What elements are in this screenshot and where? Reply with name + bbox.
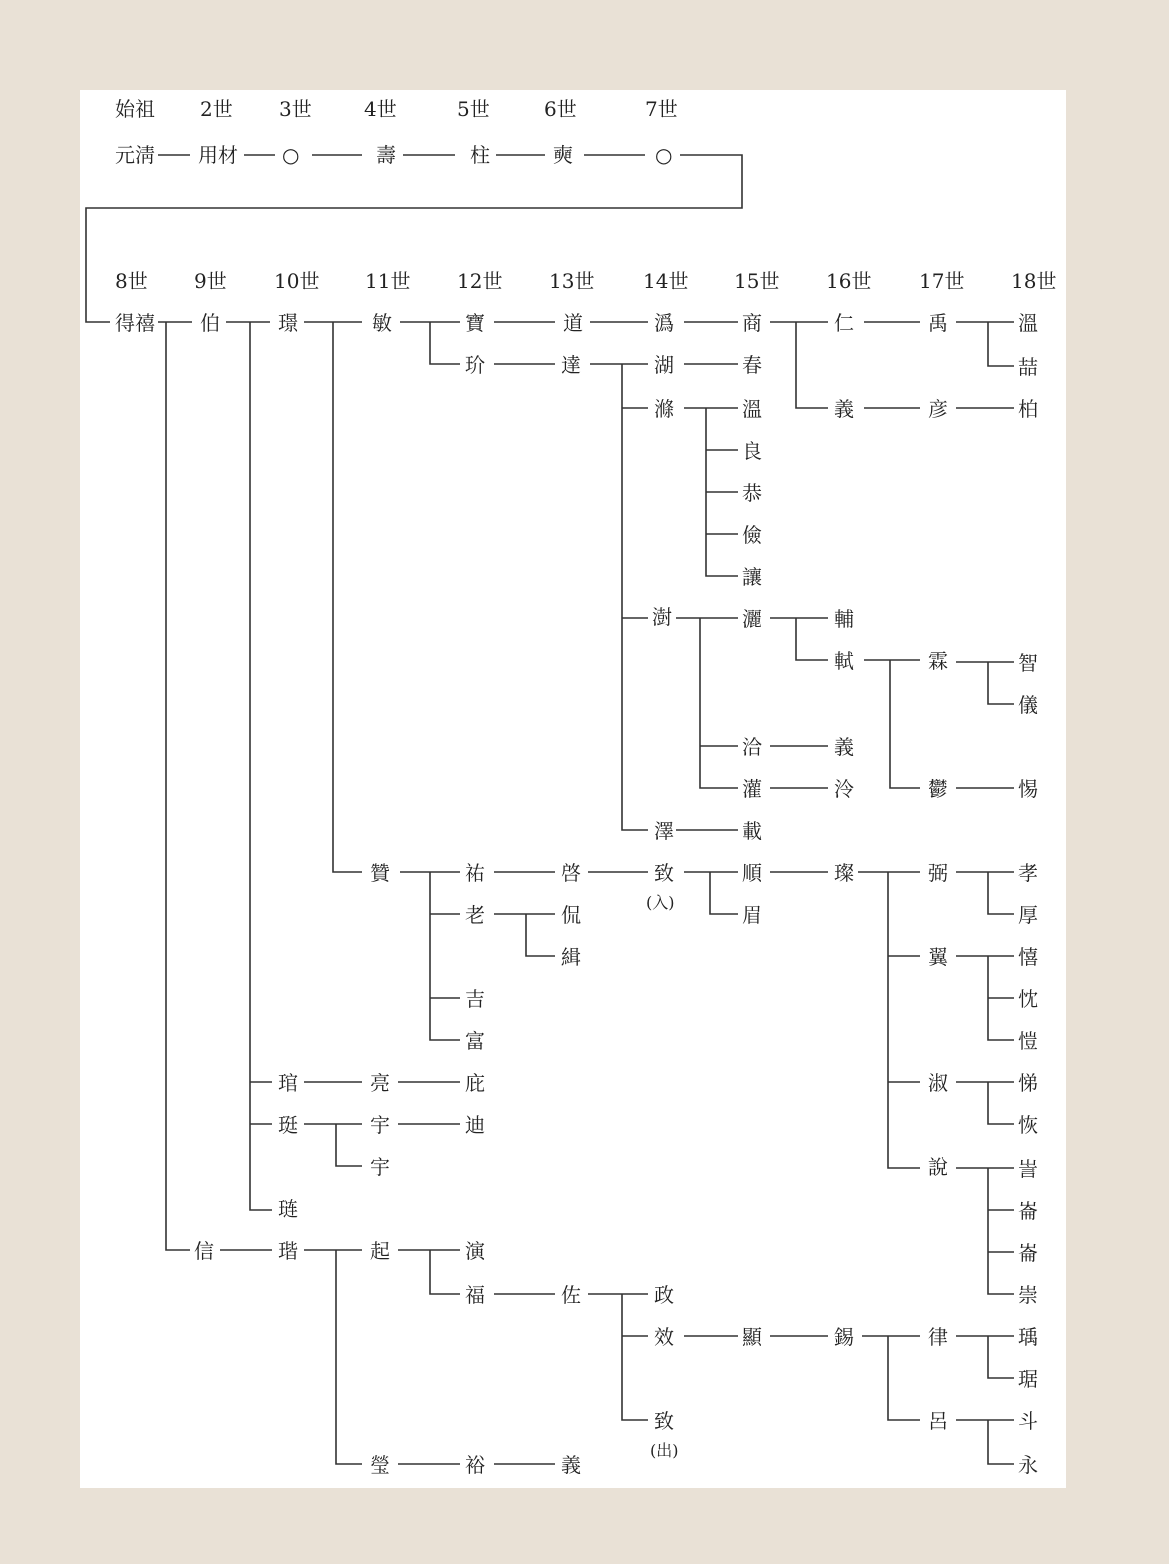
ancestor-name: 奭: [553, 143, 573, 167]
person-name: 佐: [561, 1283, 581, 1307]
person-name: 起: [370, 1239, 390, 1263]
person-name: 智: [1018, 651, 1038, 675]
gen-label-12: 12世: [457, 269, 503, 293]
gen-label-6: 7世: [645, 97, 678, 121]
ancestor-name: 用材: [198, 143, 238, 167]
gen-label-8: 8世: [115, 269, 148, 293]
person-name: 讓: [742, 565, 762, 589]
person-name: 儉: [742, 523, 762, 547]
person-name: 緝: [561, 945, 581, 969]
person-name: 泠: [834, 777, 854, 801]
person-name: 致: [654, 1409, 674, 1433]
person-name: 軾: [834, 649, 854, 673]
person-name: 崙: [1018, 1241, 1038, 1265]
person-name: 弼: [928, 861, 948, 885]
person-name: 玠: [465, 353, 485, 377]
person-name: 珽: [278, 1113, 298, 1137]
person-name: 璟: [278, 311, 298, 335]
person-name: 恭: [742, 481, 762, 505]
person-name: 憘: [1018, 945, 1038, 969]
header-row-2: [115, 269, 1056, 293]
person-name: 致: [654, 861, 674, 885]
person-name: 溫: [742, 397, 762, 421]
person-name: 訔: [1018, 1157, 1038, 1181]
adoption-in-note: (入): [646, 893, 675, 912]
person-name: 老: [465, 903, 485, 927]
person-name: 灌: [742, 777, 762, 801]
person-name: 顯: [742, 1325, 762, 1349]
person-name: 敏: [372, 311, 392, 335]
gen-label-18: 18世: [1011, 269, 1057, 293]
person-name: 錫: [834, 1325, 854, 1349]
person-name: 悌: [1018, 1071, 1038, 1095]
person-name: 贊: [370, 861, 390, 885]
person-name: 柏: [1018, 397, 1038, 421]
person-name: 商: [742, 311, 762, 335]
person-name: 惕: [1018, 777, 1038, 801]
person-name: 澍: [652, 605, 672, 629]
person-name: 律: [928, 1325, 948, 1349]
person-name: 厚: [1018, 903, 1038, 927]
person-name: 琯: [278, 1071, 298, 1095]
gen-label-15: 15世: [734, 269, 780, 293]
person-name: 喆: [1018, 355, 1038, 379]
person-name: 灑: [742, 607, 762, 631]
person-name: 良: [742, 439, 762, 463]
gen-label-1: 2世: [200, 97, 233, 121]
person-name: 瑎: [278, 1239, 298, 1263]
ancestor-name: 元淸: [115, 143, 155, 167]
person-name: 淑: [928, 1071, 948, 1095]
person-name: 義: [561, 1453, 581, 1477]
person-name: 仁: [834, 311, 854, 335]
person-name: 琏: [278, 1197, 298, 1221]
gen-label-11: 11世: [365, 269, 411, 293]
person-name: 義: [834, 397, 854, 421]
gen-label-14: 14世: [643, 269, 689, 293]
person-name: 輔: [834, 607, 854, 631]
person-name: 儀: [1018, 693, 1038, 717]
ancestor-name: ○: [282, 143, 300, 167]
person-name: 瑀: [1018, 1325, 1038, 1349]
ancestor-name: 壽: [376, 143, 396, 167]
person-name: 霖: [928, 649, 948, 673]
person-name: 信: [194, 1239, 214, 1263]
person-name: 璨: [834, 861, 854, 885]
person-name: 說: [928, 1155, 948, 1179]
person-name: 彦: [928, 397, 948, 421]
person-name: 義: [834, 735, 854, 759]
gen-label-9: 9世: [194, 269, 227, 293]
header-row-1: [115, 97, 678, 167]
person-name: 富: [465, 1029, 485, 1053]
person-name: 祐: [465, 861, 485, 885]
person-name: 忱: [1018, 987, 1038, 1011]
person-name: 得禧: [115, 311, 155, 335]
gen-label-5: 6世: [544, 97, 577, 121]
gen-label-4: 5世: [457, 97, 490, 121]
person-name: 洽: [742, 735, 762, 759]
person-name: 禹: [928, 311, 948, 335]
gen-label-3: 4世: [364, 97, 397, 121]
tree-names: [115, 311, 1038, 1477]
person-name: 琚: [1018, 1367, 1038, 1391]
ancestor-name: 柱: [470, 143, 490, 167]
person-name: 翼: [928, 945, 948, 969]
person-name: 溫: [1018, 311, 1038, 335]
person-name: 潙: [654, 311, 674, 335]
person-name: 效: [654, 1325, 674, 1349]
person-name: 伯: [200, 311, 220, 335]
gen-label-0: 始祖: [115, 97, 155, 121]
person-name: 眉: [742, 903, 762, 927]
connector-lines: [86, 155, 1014, 1464]
person-name: 啓: [561, 861, 581, 885]
person-name: 裕: [465, 1453, 485, 1477]
person-name: 鬱: [928, 777, 948, 801]
person-name: 孝: [1018, 861, 1038, 885]
person-name: 恢: [1018, 1113, 1038, 1137]
person-name: 愷: [1018, 1029, 1038, 1053]
person-name: 瑩: [370, 1453, 390, 1477]
adoption-out-note: (出): [650, 1441, 679, 1460]
person-name: 達: [561, 353, 581, 377]
person-name: 呂: [928, 1409, 948, 1433]
person-name: 宇: [370, 1113, 390, 1137]
person-name: 滌: [654, 397, 674, 421]
person-name: 福: [465, 1283, 485, 1307]
person-name: 崇: [1018, 1283, 1038, 1307]
person-name: 迪: [465, 1113, 485, 1137]
person-name: 宇: [370, 1155, 390, 1179]
person-name: 載: [742, 819, 762, 843]
person-name: 順: [742, 861, 762, 885]
person-name: 永: [1018, 1453, 1038, 1477]
person-name: 崙: [1018, 1199, 1038, 1223]
person-name: 澤: [654, 819, 674, 843]
gen-label-16: 16世: [826, 269, 872, 293]
person-name: 春: [742, 353, 762, 377]
gen-label-2: 3世: [279, 97, 312, 121]
ancestor-name: ○: [655, 143, 673, 167]
person-name: 吉: [465, 987, 485, 1011]
person-name: 政: [654, 1283, 674, 1307]
person-name: 道: [563, 311, 583, 335]
gen-label-10: 10世: [274, 269, 320, 293]
person-name: 侃: [561, 903, 581, 927]
person-name: 寶: [465, 311, 485, 335]
person-name: 斗: [1018, 1409, 1038, 1433]
gen-label-17: 17世: [919, 269, 965, 293]
person-name: 庇: [465, 1071, 485, 1095]
person-name: 湖: [654, 353, 674, 377]
person-name: 亮: [370, 1071, 390, 1095]
gen-label-13: 13世: [549, 269, 595, 293]
person-name: 演: [465, 1239, 485, 1263]
